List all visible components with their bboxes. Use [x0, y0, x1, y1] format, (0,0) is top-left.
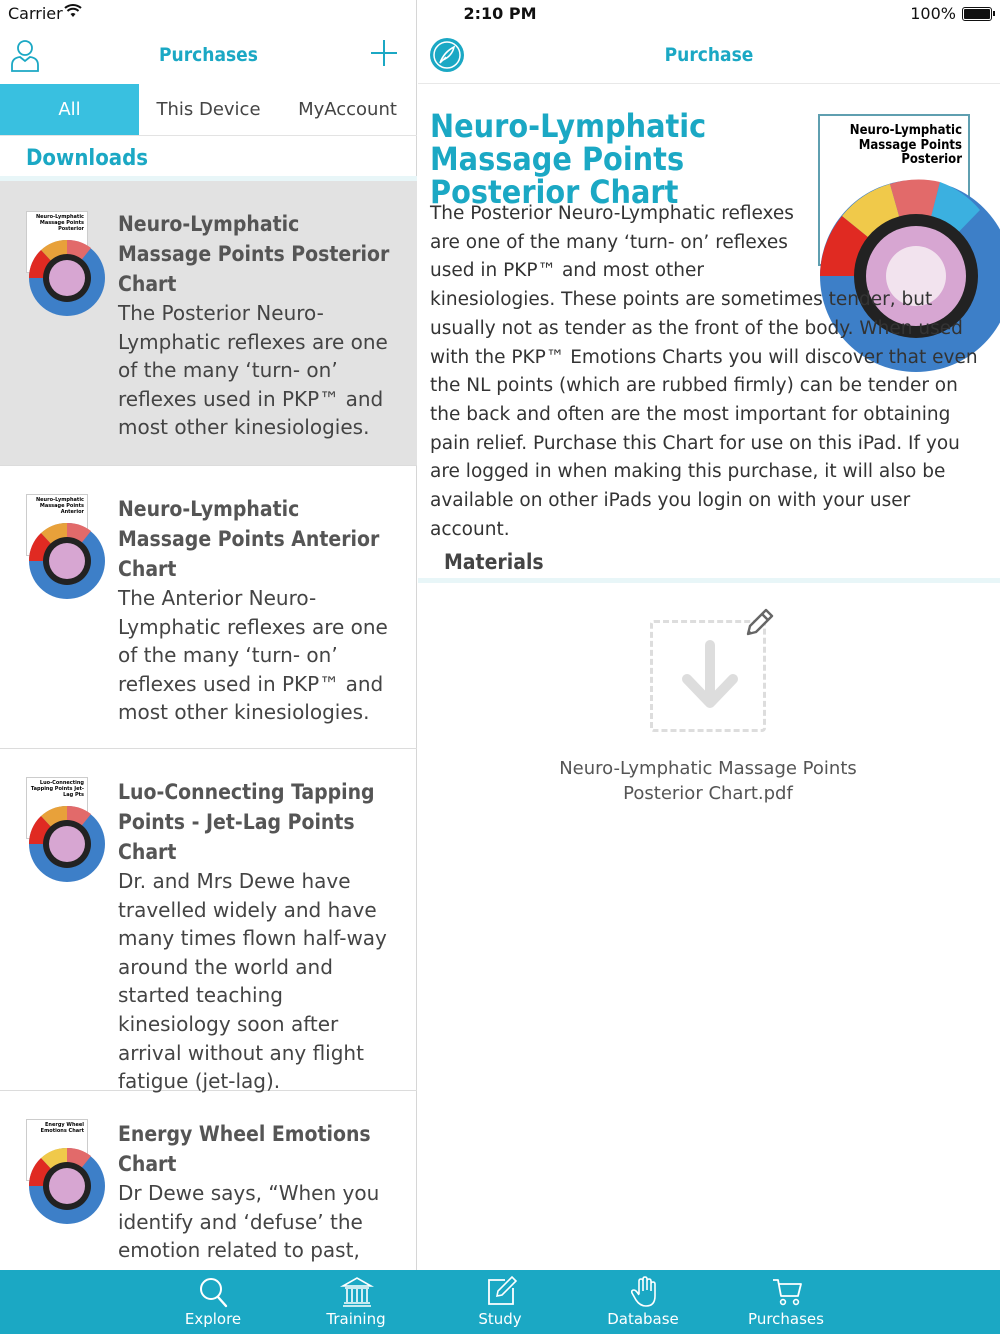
right-nav-bar — [418, 28, 1000, 84]
chart-thumbnail — [26, 211, 88, 273]
chart-thumbnail — [26, 494, 88, 556]
pencil-icon[interactable] — [744, 606, 776, 638]
list-item-title: Energy Wheel Emotions Chart — [118, 1122, 371, 1176]
tab-bar — [0, 1270, 1000, 1334]
purchases-list-pane — [0, 0, 417, 1270]
edit-square-icon — [485, 1276, 517, 1308]
wheel-graphic — [27, 798, 89, 838]
tab-label: Training — [326, 1310, 386, 1328]
detail-description-intro: The Posterior Neuro-Lymphatic reflexes are one of the many ‘turn- on’ reflexes used in PKP™ and most other — [430, 203, 794, 282]
list-item-text — [118, 777, 398, 1096]
detail-description-rest: kinesiologies. These points are sometimes tender, but usually not as tender as the front of the body. When used with the PKP™ Emotions Charts you will discover that even the NL points (which are rubbed firmly) can be tender on the back and often are the most important for obtaining pain relief. Purchase this Chart for use on this iPad. If you are logged in when making this purchase, it will also be available on other iPads you login on with your user account. — [430, 289, 978, 540]
search-icon — [198, 1276, 228, 1308]
left-nav-bar — [0, 28, 417, 84]
list-item[interactable] — [0, 749, 417, 1094]
cart-icon — [771, 1276, 803, 1308]
list-item[interactable] — [0, 181, 417, 466]
tab-explore[interactable] — [158, 1270, 268, 1334]
tab-training[interactable] — [301, 1270, 411, 1334]
wheel-graphic — [27, 232, 89, 272]
tab-label: Explore — [184, 1310, 242, 1328]
file-name-label: Neuro-Lymphatic Massage Points Posterior Chart.pdf — [559, 758, 857, 804]
segment-this-device[interactable]: This Device — [156, 99, 261, 120]
detail-thumbnail-label: Neuro-Lymphatic Massage Points Posterior — [849, 123, 962, 167]
materials-heading: Materials — [444, 550, 544, 574]
list-item[interactable] — [0, 1091, 417, 1291]
list-item-title: Neuro-Lymphatic Massage Points Posterior Chart — [118, 212, 390, 296]
segment-myaccount[interactable]: MyAccount — [298, 99, 397, 120]
left-nav-title: Purchases — [159, 44, 258, 66]
list-item-description: The Posterior Neuro-Lymphatic reflexes are one of the many ‘turn- on’ reflexes used in PKP™ and most other kinesiologies. — [118, 301, 388, 440]
materials-divider — [418, 578, 1000, 583]
wheel-graphic — [27, 1140, 89, 1180]
list-item-text — [118, 209, 398, 442]
wheel-graphic — [27, 515, 89, 555]
download-arrow-icon — [681, 641, 739, 713]
purchases-list — [0, 181, 417, 1291]
segment-all[interactable]: All — [0, 84, 139, 135]
hand-icon — [628, 1276, 660, 1308]
list-item-title: Neuro-Lymphatic Massage Points Anterior Chart — [118, 497, 380, 581]
list-item-description: Dr Dewe says, “When you identify and ‘defuse’ the emotion related to past, — [118, 1181, 380, 1263]
list-item-description: Dr. and Mrs Dewe have travelled widely and have many times flown half-way around the world and started teaching kinesiology soon after arrival without any flight fatigue (jet-lag). — [118, 869, 387, 1094]
right-nav-title: Purchase — [664, 44, 754, 66]
list-item-text — [118, 494, 398, 727]
tab-label: Database — [607, 1310, 679, 1328]
list-item[interactable] — [0, 466, 417, 749]
tab-database[interactable] — [588, 1270, 698, 1334]
thumbnail-label: Energy Wheel Emotions Chart — [40, 1122, 84, 1134]
institution-icon — [341, 1276, 373, 1308]
detail-description — [430, 200, 990, 544]
detail-title: Neuro-Lymphatic Massage Points Posterior Chart — [430, 107, 707, 211]
purchase-detail-pane — [418, 0, 1000, 1270]
tab-study[interactable] — [445, 1270, 555, 1334]
downloads-heading: Downloads — [26, 146, 149, 171]
tab-purchases[interactable] — [731, 1270, 841, 1334]
tab-label: Study — [478, 1310, 522, 1328]
thumbnail-label: Neuro-Lymphatic Massage Points Posterior — [35, 214, 84, 232]
list-item-description: The Anterior Neuro-Lymphatic reflexes are one of the many ‘turn- on’ reflexes used in PKP™ and most other kinesiologies. — [118, 586, 388, 725]
chart-thumbnail — [26, 1119, 88, 1181]
filter-segmented-control — [0, 84, 417, 136]
chart-thumbnail — [26, 777, 88, 839]
thumbnail-label: Luo-Connecting Tapping Points Jet-Lag Pts — [30, 780, 84, 798]
list-item-text — [118, 1119, 398, 1293]
thumbnail-label: Neuro-Lymphatic Massage Points Anterior — [35, 497, 84, 515]
tab-label: Purchases — [748, 1310, 824, 1328]
add-icon[interactable] — [371, 40, 397, 66]
list-item-title: Luo-Connecting Tapping Points - Jet-Lag Points Chart — [118, 780, 375, 864]
clock: 2:10 PM — [463, 4, 537, 23]
battery-percent: 100% — [910, 4, 956, 23]
carrier-label: Carrier — [8, 4, 63, 23]
